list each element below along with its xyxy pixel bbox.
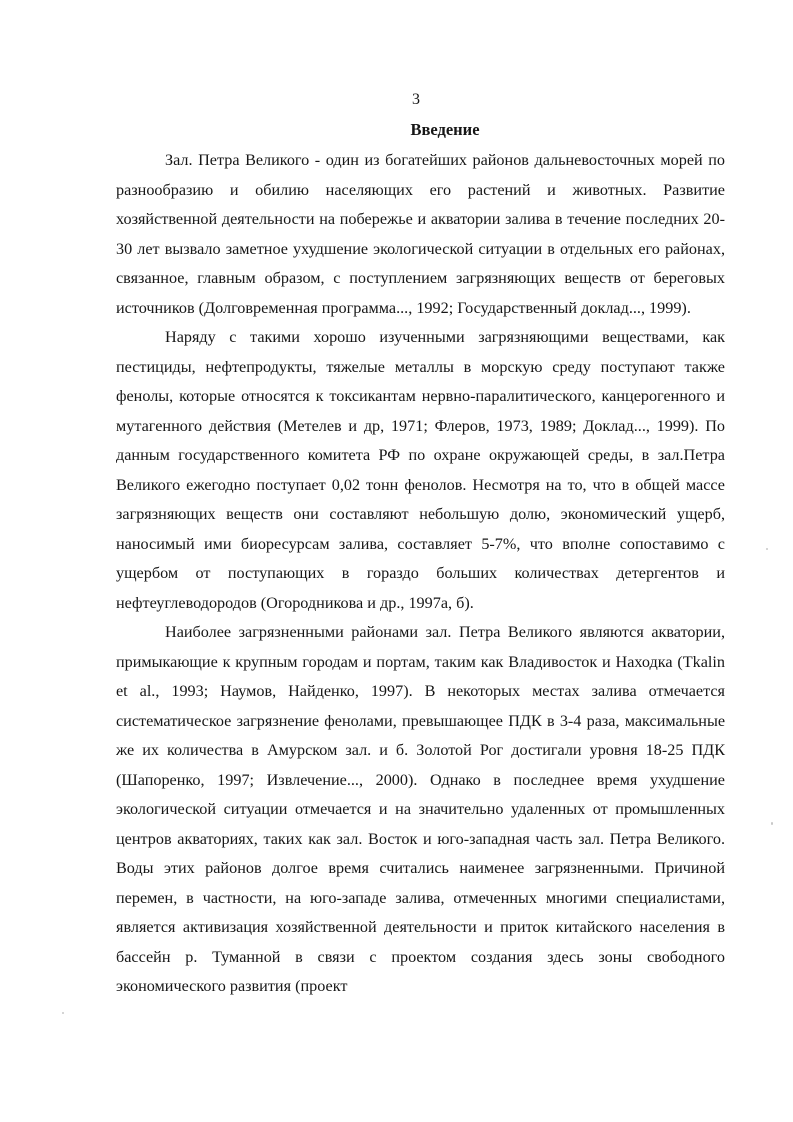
scan-speck <box>62 1012 64 1014</box>
section-heading: Введение <box>410 120 480 139</box>
scan-speck <box>771 822 773 825</box>
paragraph: Наряду с такими хорошо изученными загрязняющими веществами, как пестициды, нефтепродукты, тяжелые металлы в морскую среду поступают также фенолы, которые относятся к токсикантам нервно-паралитического, канцерогенного и мутагенного действия (Метелев и др, 1971; Флеров, 1973, 1989; Доклад..., 1999). По данным государственного комитета РФ по охране окружающей среды, в зал.Петра Великого ежегодно поступает 0,02 тонн фенолов. Несмотря на то, что в общей массе загрязняющих веществ они составляют небольшую долю, экономический ущерб, наносимый ими биоресурсам залива, составляет 5-7%, что вполне сопоставимо с ущербом от поступающих в гораздо больших количествах детергентов и нефтеуглеводородов (Огородникова и др., 1997а, б). <box>116 328 725 612</box>
paragraph: Зал. Петра Великого - один из богатейших районов дальневосточных морей по разнообразию и обилию населяющих его растений и животных. Развитие хозяйственной деятельности на побережье и акватории залива в течение последних 20-30 лет вызвало заметное ухудшение экологической ситуации в отдельных его районах, связанное, главным образом, с поступлением загрязняющих веществ от береговых источников (Долговременная программа..., 1992; Государственный доклад..., 1999). <box>116 151 725 317</box>
scan-speck <box>766 548 768 550</box>
page-number: 3 <box>412 91 420 108</box>
body-text <box>116 146 725 1002</box>
paragraph: Наиболее загрязненными районами зал. Петра Великого являются акватории, примыкающие к крупным городам и портам, таким как Владивосток и Находка (Tkalin et al., 1993; Наумов, Найденко, 1997). В некоторых местах залива отмечается систематическое загрязнение фенолами, превышающее ПДК в 3-4 раза, максимальные же их количества в Амурском зал. и б. Золотой Рог достигали уровня 18-25 ПДК (Шапоренко, 1997; Извлечение..., 2000). Однако в последнее время ухудшение экологической ситуации отмечается и на значительно удаленных от промышленных центров акваториях, таких как зал. Восток и юго-западная часть зал. Петра Великого. Воды этих районов долгое время считались наименее загрязненными. Причиной перемен, в частности, на юго-западе залива, отмеченных многими специалистами, является активизация хозяйственной деятельности и приток китайского населения в бассейн р. Туманной в связи с проектом создания здесь зоны свободного экономического развития (проект <box>116 623 725 995</box>
